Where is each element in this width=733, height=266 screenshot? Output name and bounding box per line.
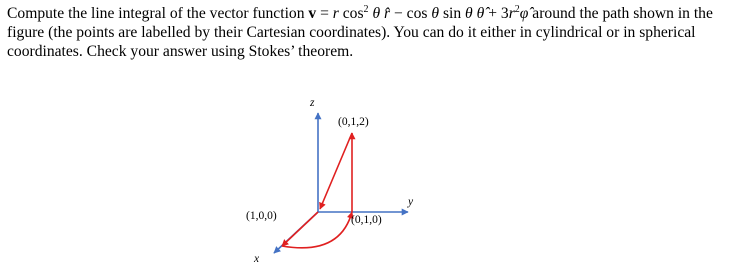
problem-text: − cos [390,5,432,22]
axis-label-y: y [408,196,414,208]
exponent: 2 [514,3,520,15]
problem-text: around the path shown in the figure (the points are labelled by their Cartesian coordinates). You can do it either in cylindrical or in spherical coordinates. Check your answer using Stokes’ theorem. [7,5,713,60]
axis-label-z: z [310,97,315,109]
unit-r-hat: r̂ [384,5,391,22]
problem-text: cos [338,5,364,22]
point-label-x: (1,0,0) [246,210,277,222]
problem-text: Compute the line integral of the vector function [7,5,309,22]
point-label-top: (0,1,2) [338,116,369,128]
problem-text: sin [439,5,466,22]
problem-text: + 3 [484,5,509,22]
path-segment-origin-to-x [282,212,318,246]
point-label-y: (0,1,0) [351,214,382,226]
unit-theta-hat: θ̂ [476,5,485,22]
var-theta: θ [465,5,473,22]
unit-phi-hat: φ̂ [519,5,529,22]
var-theta: θ [368,5,385,22]
var-r: r [332,5,339,22]
exponent: 2 [363,3,369,15]
path-segment-top-to-origin [320,133,352,209]
path-arc-x-to-y [282,212,352,248]
axis-label-x: x [254,253,260,265]
var-theta: θ [431,5,440,22]
var-r: r [508,5,515,22]
problem-text: = [316,5,333,22]
vector-v: v [308,5,317,22]
